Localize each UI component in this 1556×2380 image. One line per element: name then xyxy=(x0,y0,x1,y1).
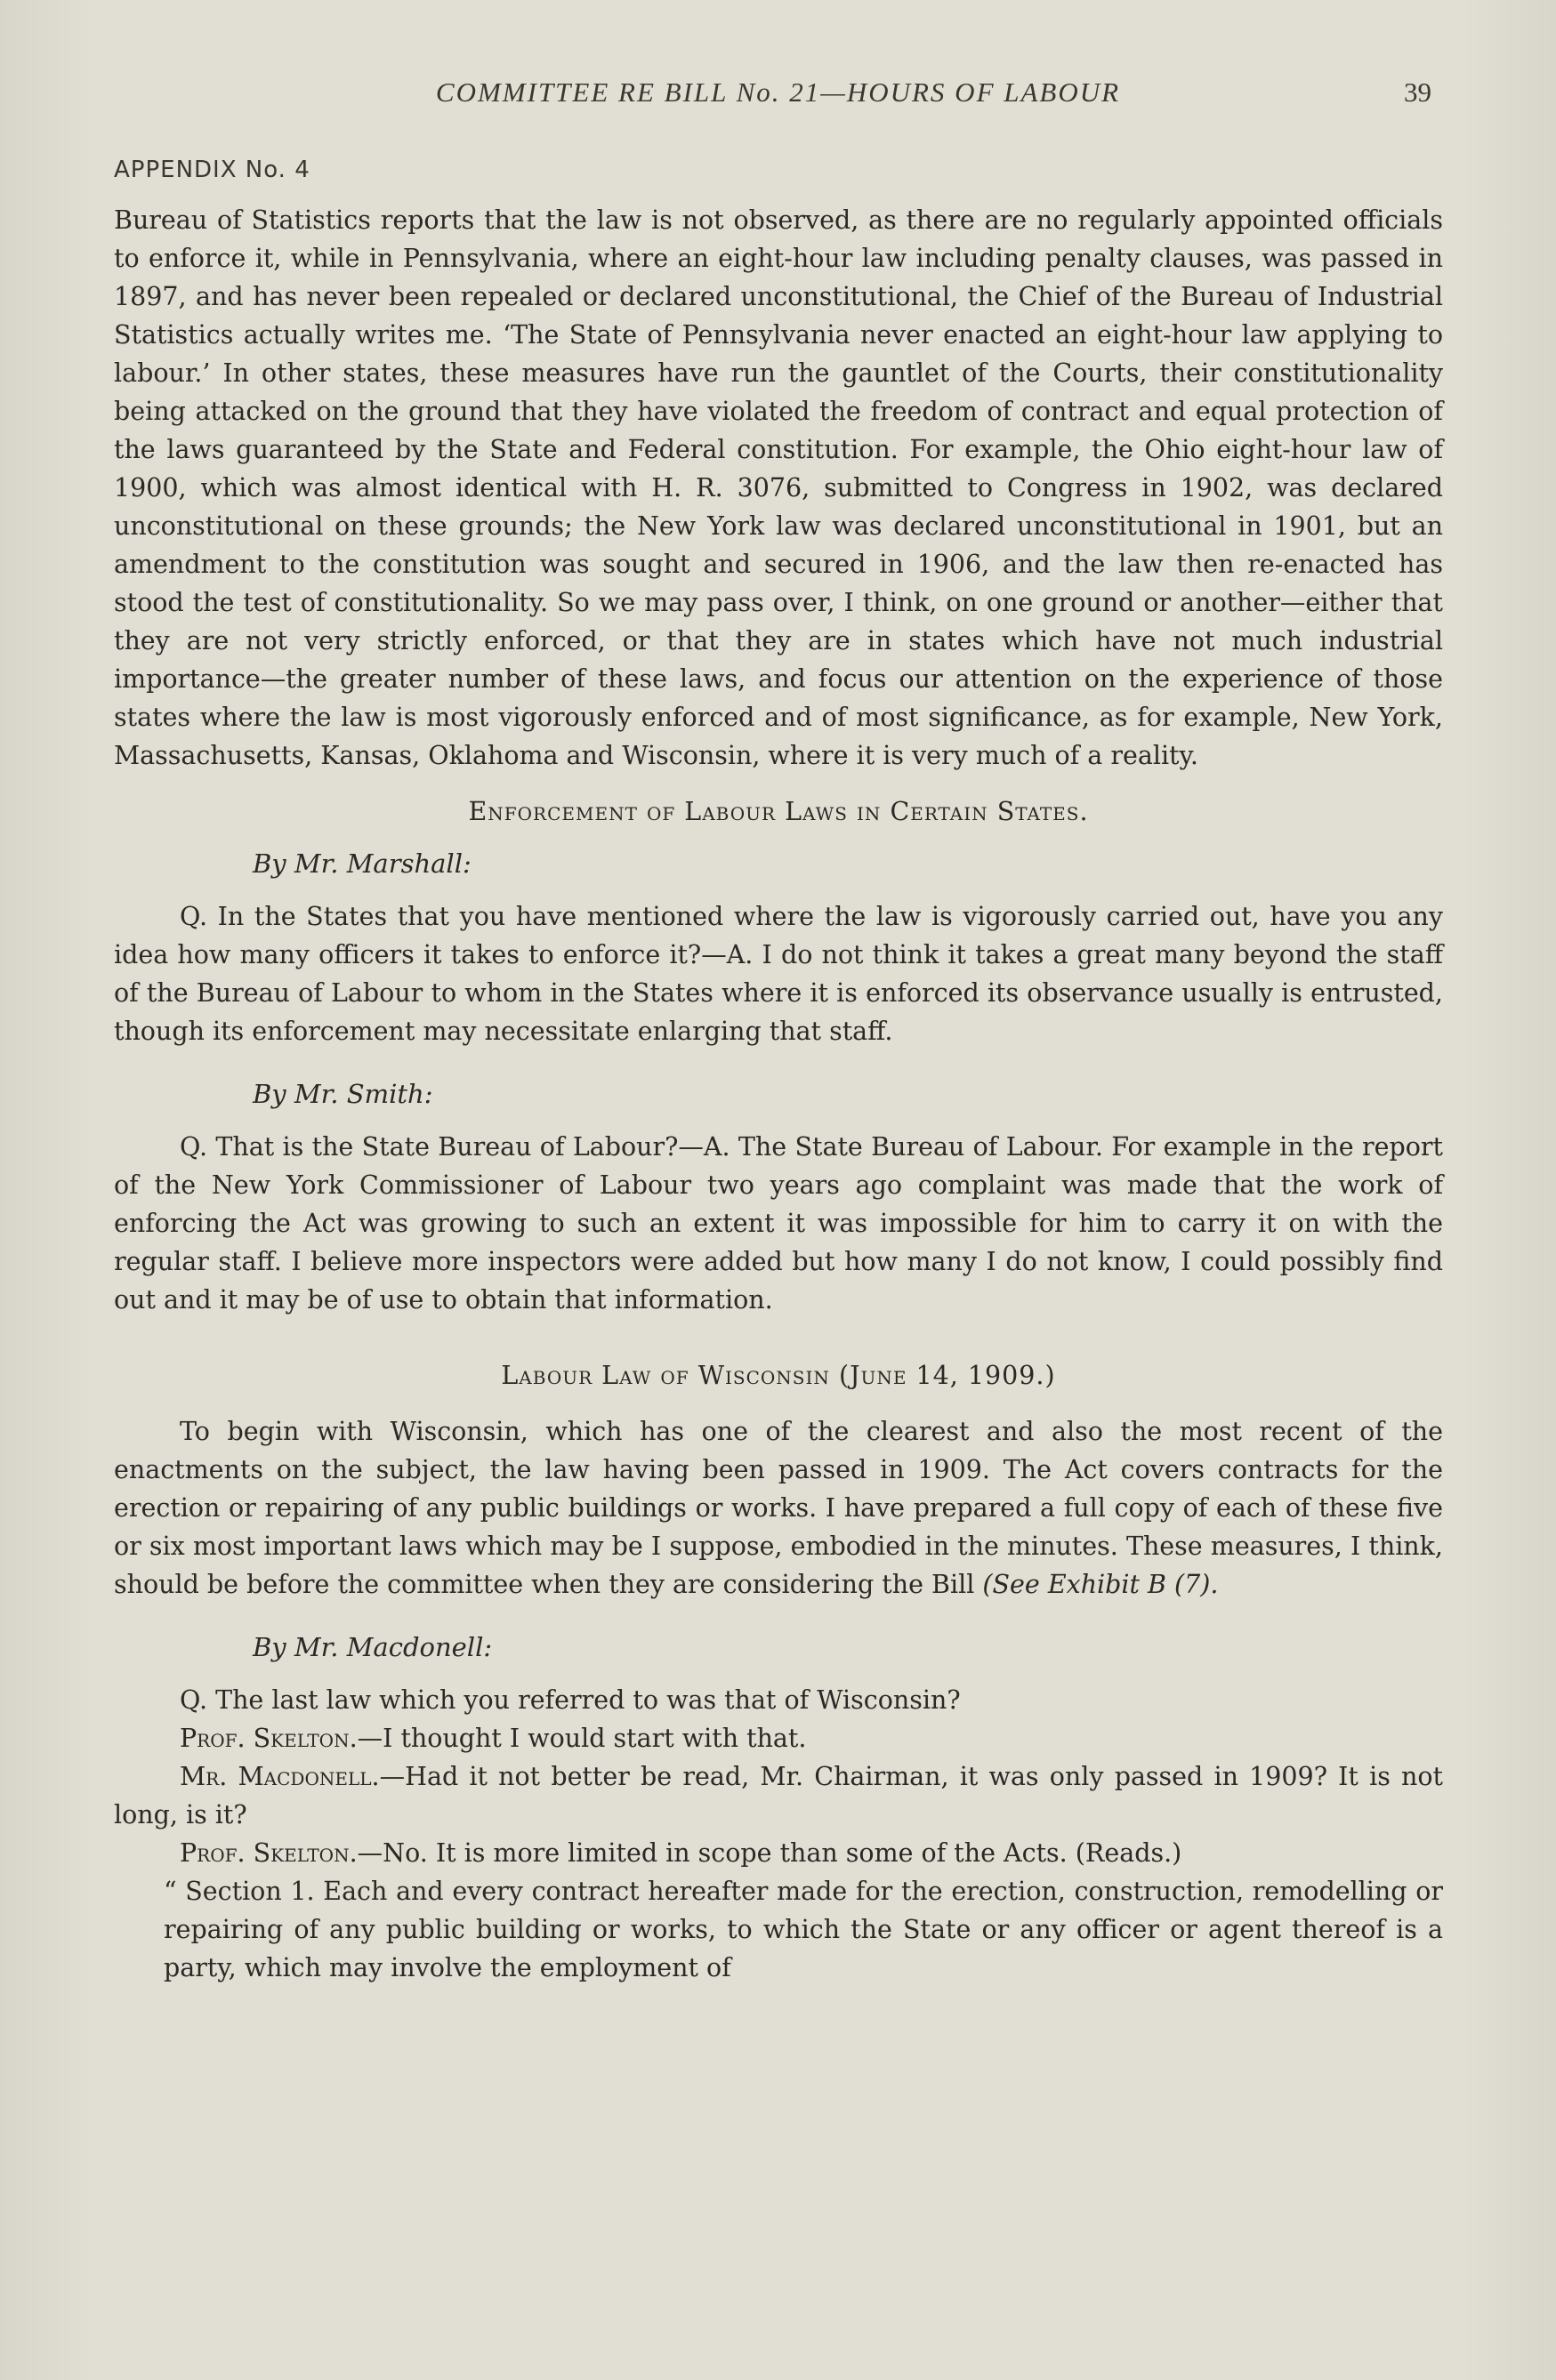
appendix-label: APPENDIX No. 4 xyxy=(114,157,310,183)
quoted-act xyxy=(114,1872,1443,1987)
body-paragraph xyxy=(114,1412,1443,1604)
speaker-name: Mr. Macdonell. xyxy=(180,1762,380,1791)
page-body xyxy=(114,201,1443,1987)
speaker-name: Prof. Skelton. xyxy=(180,1838,358,1868)
page-number: 39 xyxy=(1404,76,1431,108)
question-answer: Q. In the States that you have mentioned where the law is vigorously carried out, have you any idea how many officers it takes to enforce it?—A. I do not think it takes a great many beyond the staff of the Bureau of Labour to whom in the States where it is enforced its observance usually is entrusted, though its enforcement may necessitate enlarging that staff. xyxy=(114,902,1443,1046)
statement xyxy=(114,1834,1443,1872)
section-heading: Labour Law of Wisconsin (June 14, 1909.) xyxy=(501,1361,1056,1390)
statement-text: —I thought I would start with that. xyxy=(357,1724,807,1753)
running-head: COMMITTEE RE BILL No. 21—HOURS OF LABOUR xyxy=(435,76,1121,108)
section-heading: Enforcement of Labour Laws in Certain States. xyxy=(468,797,1089,826)
exhibit-reference: (See Exhibit B (7). xyxy=(982,1570,1219,1599)
quoted-section: “ Section 1. Each and every contract hereafter made for the erection, construction, remodelling or repairing of any public building or works, to which the State or any officer or agent thereof is a party, which may involve the employment of xyxy=(164,1877,1443,1982)
question-answer: Q. That is the State Bureau of Labour?—A. The State Bureau of Labour. For example in the report of the New York Commissioner of Labour two years ago complaint was made that the work of enforcing the Act was growing to such an extent it was impossible for him to carry it on with the regular staff. I believe more inspectors were added but how many I do not know, I could possibly find out and it may be of use to obtain that information. xyxy=(114,1132,1443,1315)
body-paragraph: Bureau of Statistics reports that the law is not observed, as there are no regularly appointed officials to enforce it, while in Pennsylvania, where an eight-hour law including penalty clauses, was passed in 1897, and has never been repealed or declared unconstitutional, the Chief of the Bureau of Industrial Statistics actually writes me. ‘The State of Pennsylvania never enacted an eight-hour law applying to labour.’ In other states, these measures have run the gauntlet of the Courts, their constitutionality being attacked on the ground that they have violated the freedom of contract and equal protection of the laws guaranteed by the State and Federal constitution. For example, the Ohio eight-hour law of 1900, which was almost identical with H. R. 3076, submitted to Congress in 1902, was declared unconstitutional on these grounds; the New York law was declared unconstitutional in 1901, but an amendment to the constitution was sought and secured in 1906, and the law then re-enacted has stood the test of constitutionality. So we may pass over, I think, on one ground or another—either that they are not very strictly enforced, or that they are in states which have not much industrial importance—the greater number of these laws, and focus our attention on the experience of those states where the law is most vigorously enforced and of most significance, as for example, New York, Massachusetts, Kansas, Oklahoma and Wisconsin, where it is very much of a reality. xyxy=(114,205,1443,770)
speaker-label: By Mr. Marshall: xyxy=(253,848,472,879)
paragraph-text: To begin with Wisconsin, which has one of the clearest and also the most recent of the enactments on the subject, the law having been passed in 1909. The Act covers contracts for the erection or repairing of any public buildings or works. I have prepared a full copy of each of these five or six most important laws which may be I suppose, embodied in the minutes. These measures, I think, should be before the committee when they are considering the Bill xyxy=(114,1417,1443,1599)
speaker-label: By Mr. Smith: xyxy=(253,1079,433,1109)
speaker-label: By Mr. Macdonell: xyxy=(253,1632,493,1662)
statement-text: —No. It is more limited in scope than some of the Acts. (Reads.) xyxy=(357,1838,1182,1868)
statement-text: —Had it not better be read, Mr. Chairman, it was only passed in 1909? It is not long, is it? xyxy=(114,1762,1443,1829)
statement xyxy=(114,1757,1443,1834)
statement xyxy=(114,1719,1443,1757)
speaker-name: Prof. Skelton. xyxy=(180,1724,358,1753)
question: Q. The last law which you referred to was that of Wisconsin? xyxy=(180,1685,961,1715)
